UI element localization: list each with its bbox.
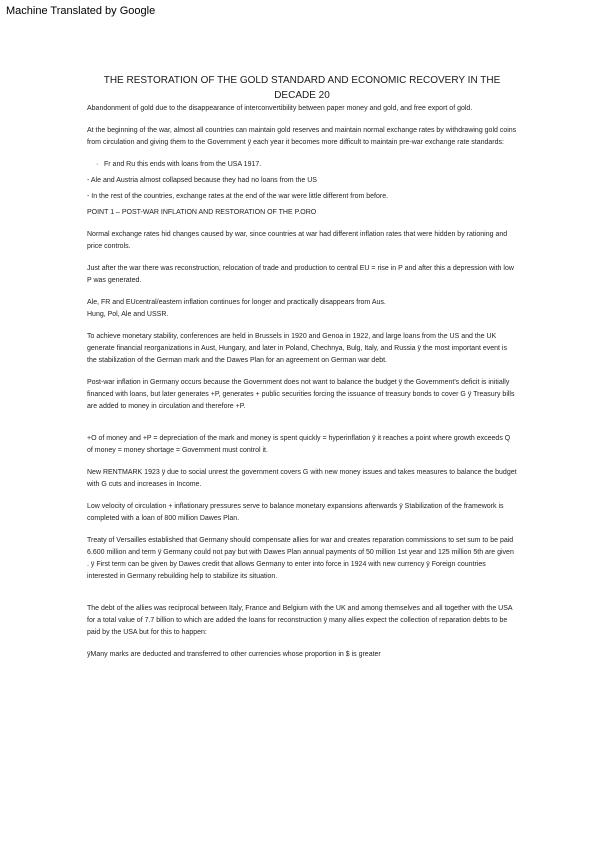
- body-paragraph: Just after the war there was reconstruction, relocation of trade and production to central EU = rise in P and after this a depression with low P was generated.: [87, 265, 514, 284]
- body-paragraph: ÿMany marks are deducted and transferred to other currencies whose proportion in $ is greater: [87, 651, 381, 658]
- body-paragraph: +O of money and +P = depreciation of the mark and money is spent quickly = hyperinflation ÿ it reaches a point where growth exceeds Q of money = money shortage = Government must control it.: [87, 435, 511, 454]
- bullet-item: · Fr and Ru this ends with loans from the USA 1917.: [87, 159, 517, 171]
- page-title: [87, 73, 517, 103]
- section-heading: POINT 1 – POST-WAR INFLATION AND RESTORATION OF THE P.ORO: [87, 209, 317, 216]
- bullet-item: - Ale and Austria almost collapsed because they had no loans from the US: [87, 177, 317, 184]
- body-paragraph: Treaty of Versailles established that Germany should compensate allies for war and creates reparation commissions to set sum to be paid 6.600 million and term ÿ Germany could not pay but with Dawes Plan annual payments of 50 million 1st year and 125 million 5th are given . ÿ First term can be given by Dawes credit that allows Germany to enter into force in 1924 with new currency ÿ Foreign countries interested in Germany rebuilding help to stabilize its situation.: [87, 537, 514, 580]
- body-paragraph: Ale, FR and EUcentral/eastern inflation continues for longer and practically disappears from Aus.: [87, 299, 386, 306]
- body-paragraph: Hung, Pol, Ale and USSR.: [87, 311, 169, 318]
- body-paragraph: The debt of the allies was reciprocal between Italy, France and Belgium with the UK and among themselves and all together with the USA for a total value of 7.7 billion to which are added the loans for reconstruction ÿ many allies expect the collection of reparation debts to be paid by the USA but for this to happen:: [87, 605, 513, 636]
- title-line-1: THE RESTORATION OF THE GOLD STANDARD AND ECONOMIC RECOVERY IN THE: [103, 75, 501, 86]
- bullet-marker: ·: [96, 161, 99, 168]
- body-paragraph: Post-war inflation in Germany occurs because the Government does not want to balance the budget ÿ the Government's deficit is initially financed with loans, but later generates +P, generates + public securities forcing the issuance of treasury bonds to cover G ÿ Treasury bills are added to money in circulation and therefore +P.: [87, 379, 515, 410]
- body-paragraph: Low velocity of circulation + inflationary pressures serve to balance monetary expansions afterwards ÿ Stabilization of the framework is completed with a loan of 800 million Dawes Plan.: [87, 503, 504, 522]
- body-paragraph: Normal exchange rates hid changes caused by war, since countries at war had different inflation rates that were hidden by rationing and price controls.: [87, 231, 508, 250]
- intro-paragraph-1: Abandonment of gold due to the disappearance of interconvertibility between paper money and gold, and free export of gold.: [87, 105, 473, 112]
- body-paragraph: To achieve monetary stability, conferences are held in Brussels in 1920 and Genoa in 1922, and large loans from the US and the UK generate financial reorganizations in Aust, Hungary, and later in Poland, Chechnya, Bulg, Italy, and Russia ÿ the most important event is the stabilization of the German mark and the Dawes Plan for an agreement on German war debt.: [87, 333, 507, 364]
- machine-translated-label: Machine Translated by Google: [6, 5, 156, 17]
- bullet-list: [87, 159, 517, 203]
- intro-paragraph-2: At the beginning of the war, almost all countries can maintain gold reserves and maintain normal exchange rates by withdrawing gold coins from circulation and giving them to the Government ÿ each year it becomes more difficult to maintain pre-war exchange rate standards:: [87, 127, 517, 146]
- body-paragraph: New RENTMARK 1923 ÿ due to social unrest the government covers G with new money issues and takes measures to balance the budget with G cuts and increases in Income.: [87, 469, 517, 488]
- bullet-item: - In the rest of the countries, exchange rates at the end of the war were little different from before.: [87, 193, 389, 200]
- document-page: [87, 73, 517, 661]
- title-line-2: DECADE 20: [274, 90, 330, 101]
